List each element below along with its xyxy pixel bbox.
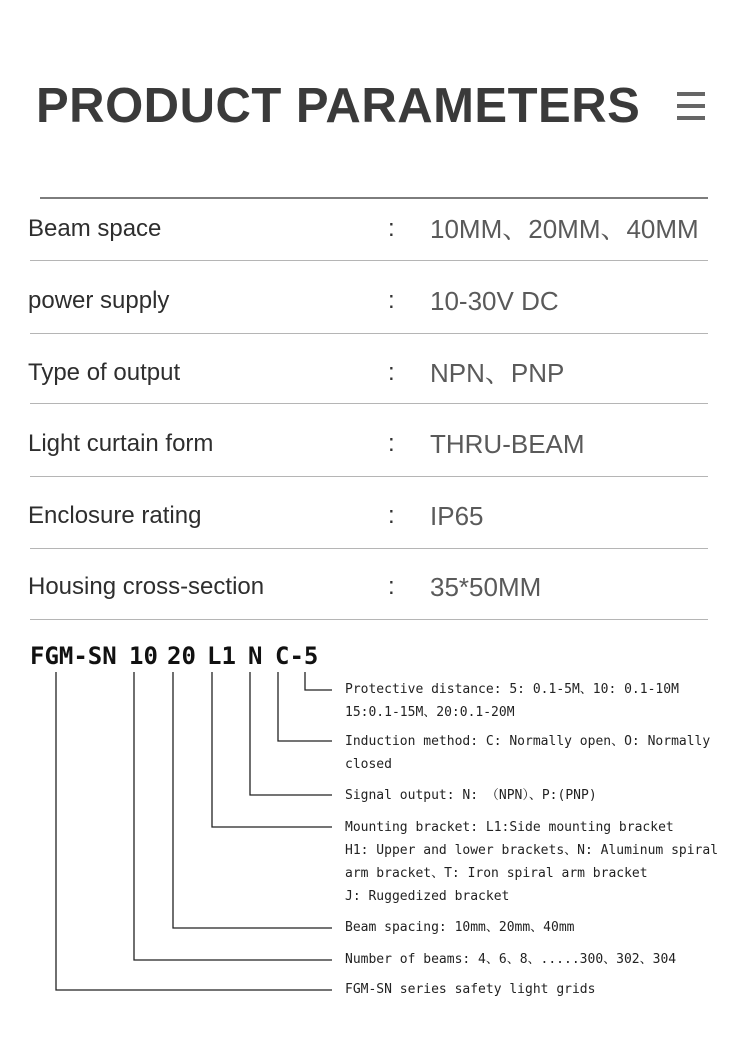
model-code-bracket: L1 [207, 642, 236, 670]
legend-mounting-bracket [345, 820, 718, 905]
model-code-signal: N [248, 642, 263, 670]
legend-line: Induction method: C: Normally open、O: Normally [345, 734, 711, 749]
legend-signal-output [345, 788, 597, 804]
param-label: Type of output [28, 359, 181, 386]
param-value: 10MM、20MM、40MM [430, 214, 699, 244]
legend-line: closed [345, 757, 392, 772]
leader-line-bracket [212, 672, 332, 827]
param-colon: : [388, 215, 395, 242]
leader-line-series [56, 672, 332, 990]
legend-line: FGM-SN series safety light grids [345, 982, 596, 997]
param-colon: : [388, 359, 395, 386]
param-colon: : [388, 430, 395, 457]
legend-line: J: Ruggedized bracket [345, 889, 510, 904]
page-title: PRODUCT PARAMETERS [36, 79, 641, 133]
param-value: 10-30V DC [430, 286, 559, 316]
param-value: NPN、PNP [430, 358, 565, 388]
legend-line: Protective distance: 5: 0.1-5M、10: 0.1-10M [345, 682, 679, 697]
legend-induction-method [345, 734, 710, 773]
param-value: IP65 [430, 501, 484, 531]
param-value: 35*50MM [430, 572, 542, 602]
model-code-induction-distance: C-5 [275, 642, 319, 670]
model-code-spacing: 20 [167, 642, 196, 670]
param-label: Housing cross-section [28, 573, 265, 600]
legend-number-of-beams [345, 952, 676, 968]
legend-line: H1: Upper and lower brackets、N: Aluminum spiral [345, 843, 719, 858]
param-label: power supply [28, 287, 170, 314]
legend-series [345, 982, 595, 998]
model-code-series: FGM-SN [30, 642, 117, 670]
legend-line: Signal output: N: （NPN）、P:(PNP) [345, 788, 597, 803]
legend-line: 15:0.1-15M、20:0.1-20M [345, 705, 515, 720]
leader-line-distance [305, 672, 332, 690]
legend-line: Beam spacing: 10mm、20mm、40mm [345, 920, 575, 935]
legend-protective-distance [345, 682, 679, 721]
legend-line: Number of beams: 4、6、8、.....300、302、304 [345, 952, 677, 967]
param-colon: : [388, 573, 395, 600]
param-value: THRU-BEAM [430, 429, 585, 459]
legend-line: arm bracket、T: Iron spiral arm bracket [345, 866, 648, 881]
model-code-beams: 10 [129, 642, 158, 670]
param-label: Light curtain form [28, 430, 214, 457]
param-colon: : [388, 287, 395, 314]
param-colon: : [388, 502, 395, 529]
leader-line-spacing [173, 672, 332, 928]
param-label: Beam space [28, 215, 162, 242]
param-label: Enclosure rating [28, 502, 202, 529]
leader-line-beams [134, 672, 332, 960]
legend-line: Mounting bracket: L1:Side mounting bracket [345, 820, 674, 835]
legend-beam-spacing [345, 920, 575, 936]
